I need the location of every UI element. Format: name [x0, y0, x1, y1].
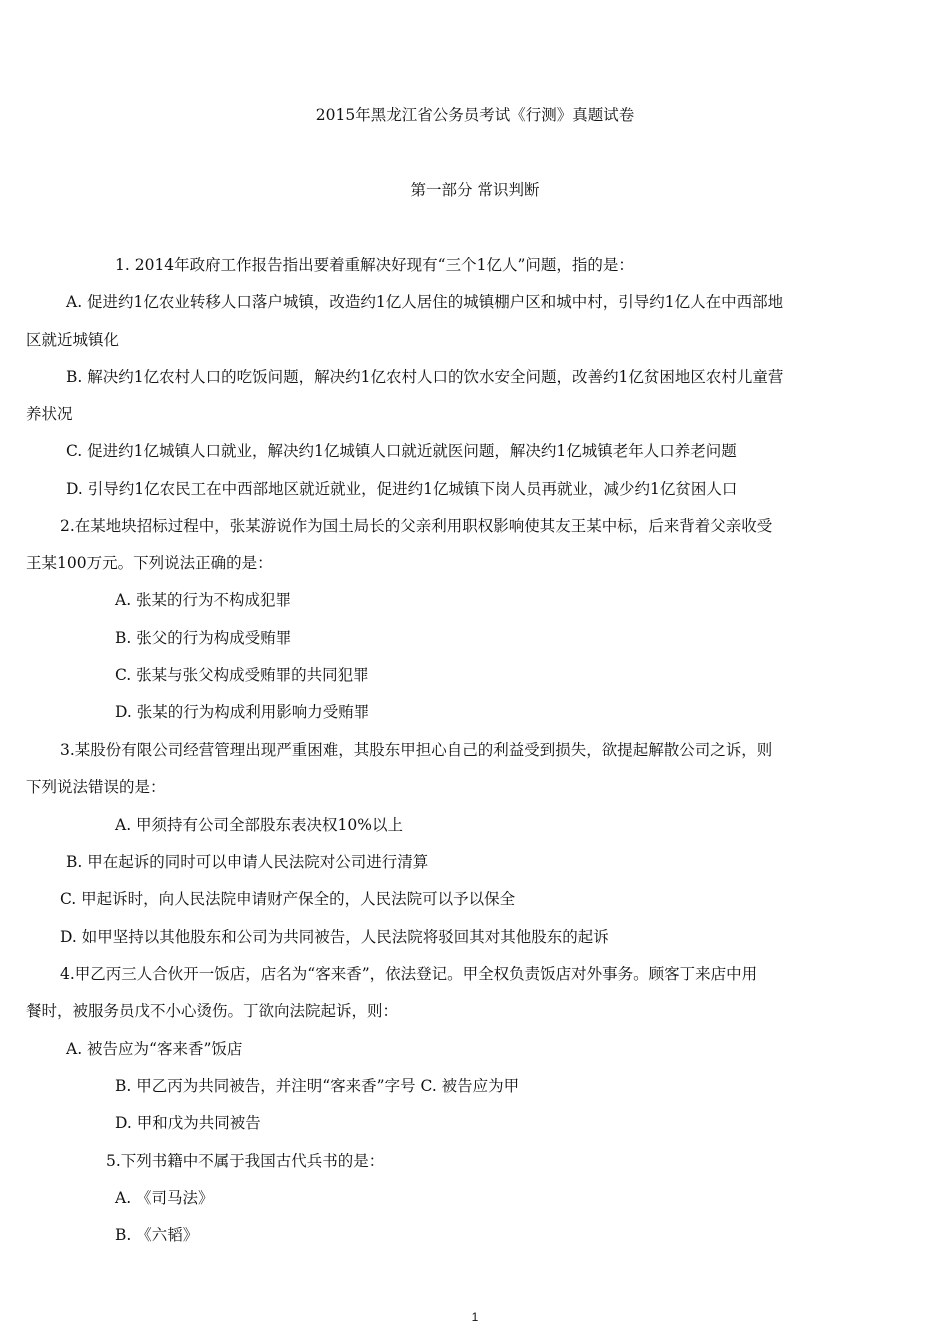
option-b: B. 甲乙丙为共同被告，并注明“客来香”字号 C. 被告应为甲 [115, 1077, 520, 1095]
section-heading: 第一部分 常识判断 [410, 181, 540, 199]
question-stem: 3.某股份有限公司经营管理出现严重困难，其股东甲担心自己的利益受到损失，欲提起解散公司之诉，则 [60, 741, 773, 759]
option-b: B. 解决约1亿农村人口的吃饭问题，解决约1亿农村人口的饮水安全问题，改善约1亿贫困地区农村儿童营 [66, 368, 784, 386]
option-a: A. 甲须持有公司全部股东表决权10%以上 [115, 816, 403, 834]
option-a: A. 张某的行为不构成犯罪 [115, 591, 292, 609]
page-number: 1 [471, 1310, 479, 1324]
question-stem: 2.在某地块招标过程中，张某游说作为国土局长的父亲利用职权影响使其友王某中标，后来背着父亲收受 [60, 517, 773, 535]
option-a: A. 《司马法》 [115, 1189, 214, 1207]
option-a-continuation: 区就近城镇化 [26, 331, 120, 349]
option-a: A. 促进约1亿农业转移人口落户城镇，改造约1亿人居住的城镇棚户区和城中村，引导约1亿人在中西部地 [66, 293, 784, 311]
option-d: D. 引导约1亿农民工在中西部地区就近就业，促进约1亿城镇下岗人员再就业，减少约1亿贫困人口 [66, 480, 738, 498]
question-stem-continuation: 王某100万元。下列说法正确的是： [26, 554, 273, 572]
option-c: C. 促进约1亿城镇人口就业，解决约1亿城镇人口就近就医问题，解决约1亿城镇老年人口养老问题 [66, 442, 737, 460]
option-b-continuation: 养状况 [26, 405, 73, 423]
question-stem-continuation: 餐时，被服务员戊不小心烫伤。丁欲向法院起诉，则： [26, 1002, 399, 1020]
option-d: D. 如甲坚持以其他股东和公司为共同被告，人民法院将驳回其对其他股东的起诉 [60, 928, 609, 946]
question-stem: 4.甲乙丙三人合伙开一饭店，店名为“客来香”，依法登记。甲全权负责饭店对外事务。顾客丁来店中用 [60, 965, 758, 983]
question-stem: 5.下列书籍中不属于我国古代兵书的是： [106, 1152, 385, 1170]
option-c: C. 张某与张父构成受贿罪的共同犯罪 [115, 666, 369, 684]
option-b: B. 《六韬》 [115, 1226, 199, 1244]
option-b: B. 张父的行为构成受贿罪 [115, 629, 292, 647]
question-stem: 1. 2014年政府工作报告指出要着重解决好现有“三个1亿人”问题，指的是： [115, 256, 634, 274]
option-b: B. 甲在起诉的同时可以申请人民法院对公司进行清算 [66, 853, 429, 871]
option-d: D. 甲和戊为共同被告 [115, 1114, 261, 1132]
document-title: 2015年黑龙江省公务员考试《行测》真题试卷 [315, 106, 635, 124]
option-c: C. 甲起诉时，向人民法院申请财产保全的，人民法院可以予以保全 [60, 890, 516, 908]
question-stem-continuation: 下列说法错误的是： [26, 778, 166, 796]
option-d: D. 张某的行为构成利用影响力受贿罪 [115, 703, 370, 721]
option-a: A. 被告应为“客来香”饭店 [66, 1040, 243, 1058]
